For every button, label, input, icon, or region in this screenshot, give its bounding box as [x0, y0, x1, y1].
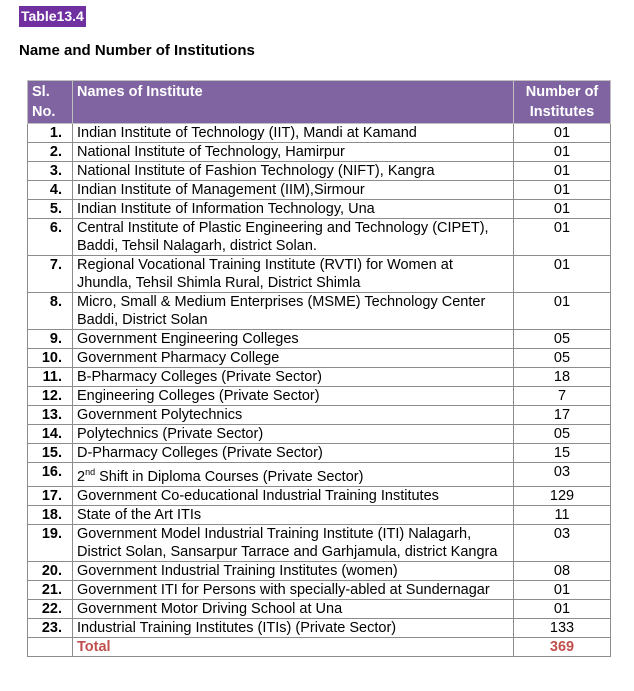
- institute-count: 05: [514, 330, 611, 349]
- table-row: [28, 143, 611, 162]
- table-title: Name and Number of Institutions: [19, 42, 255, 59]
- header-count: [514, 81, 611, 124]
- institute-count: 05: [514, 349, 611, 368]
- institute-count: 03: [514, 463, 611, 487]
- serial-number: 9.: [28, 330, 73, 349]
- institute-count: 129: [514, 486, 611, 505]
- institute-count: 01: [514, 293, 611, 330]
- table-number-tag: Table13.4: [19, 6, 86, 27]
- institute-name: Engineering Colleges (Private Sector): [73, 387, 514, 406]
- table-row: [28, 599, 611, 618]
- institute-count: 15: [514, 444, 611, 463]
- serial-number: 4.: [28, 181, 73, 200]
- institute-count: 133: [514, 618, 611, 637]
- table-row: [28, 505, 611, 524]
- serial-number: 12.: [28, 387, 73, 406]
- header-count-line2: Institutes: [529, 104, 595, 120]
- serial-number: 5.: [28, 200, 73, 219]
- institute-count: 01: [514, 181, 611, 200]
- institute-name: Indian Institute of Technology (IIT), Mandi at Kamand: [73, 124, 514, 143]
- institute-name: Indian Institute of Information Technology, Una: [73, 200, 514, 219]
- header-count-line1: Number of: [525, 84, 599, 100]
- table-row: [28, 124, 611, 143]
- header-sl-line1: Sl.: [32, 84, 50, 100]
- institute-name: Micro, Small & Medium Enterprises (MSME) Technology Center Baddi, District Solan: [73, 293, 514, 330]
- total-row: [28, 637, 611, 656]
- institute-name: State of the Art ITIs: [73, 505, 514, 524]
- institute-count: 03: [514, 524, 611, 561]
- header-name: Names of Institute: [73, 81, 514, 124]
- institute-count: 01: [514, 580, 611, 599]
- table-row: [28, 219, 611, 256]
- institute-name: Indian Institute of Management (IIM),Sirmour: [73, 181, 514, 200]
- serial-number: 22.: [28, 599, 73, 618]
- table-row: [28, 406, 611, 425]
- serial-number: 21.: [28, 580, 73, 599]
- institute-count: 01: [514, 256, 611, 293]
- institute-count: 01: [514, 124, 611, 143]
- institutions-table: [27, 80, 611, 657]
- institute-count: 01: [514, 162, 611, 181]
- table-row: [28, 330, 611, 349]
- serial-number: 16.: [28, 463, 73, 487]
- table-row: [28, 293, 611, 330]
- institute-count: 11: [514, 505, 611, 524]
- institute-name: B-Pharmacy Colleges (Private Sector): [73, 368, 514, 387]
- institute-name: Government ITI for Persons with specially-abled at Sundernagar: [73, 580, 514, 599]
- institute-name: Industrial Training Institutes (ITIs) (Private Sector): [73, 618, 514, 637]
- serial-number: 11.: [28, 368, 73, 387]
- serial-number: 18.: [28, 505, 73, 524]
- institute-count: 01: [514, 200, 611, 219]
- header-row: [28, 81, 611, 124]
- serial-number: 14.: [28, 425, 73, 444]
- institute-name: Government Co-educational Industrial Training Institutes: [73, 486, 514, 505]
- total-sl-empty: [28, 637, 73, 656]
- serial-number: 17.: [28, 486, 73, 505]
- institute-count: 18: [514, 368, 611, 387]
- table-row: [28, 368, 611, 387]
- table-row: [28, 387, 611, 406]
- total-label: Total: [73, 637, 514, 656]
- institute-name-superscript: nd: [85, 467, 96, 477]
- serial-number: 19.: [28, 524, 73, 561]
- institute-name: Polytechnics (Private Sector): [73, 425, 514, 444]
- institute-count: 01: [514, 219, 611, 256]
- institute-name: Regional Vocational Training Institute (RVTI) for Women at Jhundla, Tehsil Shimla Rural, District Shimla: [73, 256, 514, 293]
- table-row: [28, 181, 611, 200]
- serial-number: 2.: [28, 143, 73, 162]
- institute-count: 01: [514, 143, 611, 162]
- institute-name: National Institute of Fashion Technology (NIFT), Kangra: [73, 162, 514, 181]
- table-row: [28, 463, 611, 487]
- header-sl-line2: No.: [32, 104, 56, 120]
- serial-number: 3.: [28, 162, 73, 181]
- serial-number: 13.: [28, 406, 73, 425]
- serial-number: 20.: [28, 561, 73, 580]
- institute-count: 01: [514, 599, 611, 618]
- table-row: [28, 349, 611, 368]
- table-row: [28, 618, 611, 637]
- institute-name: Government Pharmacy College: [73, 349, 514, 368]
- institute-name: Government Motor Driving School at Una: [73, 599, 514, 618]
- institute-name: [73, 463, 514, 487]
- table-row: [28, 162, 611, 181]
- serial-number: 23.: [28, 618, 73, 637]
- table-row: [28, 200, 611, 219]
- serial-number: 6.: [28, 219, 73, 256]
- serial-number: 7.: [28, 256, 73, 293]
- institute-count: 17: [514, 406, 611, 425]
- institute-name: Government Polytechnics: [73, 406, 514, 425]
- institute-name: Government Model Industrial Training Institute (ITI) Nalagarh, District Solan, Sansarpur Tarrace and Garhjamula, district Kangra: [73, 524, 514, 561]
- institute-name-prefix: 2: [77, 468, 86, 485]
- institute-name: National Institute of Technology, Hamirpur: [73, 143, 514, 162]
- institute-name-suffix: Shift in Diploma Courses (Private Sector): [95, 468, 364, 485]
- serial-number: 15.: [28, 444, 73, 463]
- table-row: [28, 524, 611, 561]
- institute-name: Government Engineering Colleges: [73, 330, 514, 349]
- institute-name: Central Institute of Plastic Engineering and Technology (CIPET), Baddi, Tehsil Nalagarh, district Solan.: [73, 219, 514, 256]
- serial-number: 1.: [28, 124, 73, 143]
- institute-count: 08: [514, 561, 611, 580]
- header-sl-no: [28, 81, 73, 124]
- institute-name: Government Industrial Training Institutes (women): [73, 561, 514, 580]
- table-row: [28, 486, 611, 505]
- serial-number: 8.: [28, 293, 73, 330]
- serial-number: 10.: [28, 349, 73, 368]
- table-row: [28, 425, 611, 444]
- table-row: [28, 580, 611, 599]
- total-count: 369: [514, 637, 611, 656]
- table-row: [28, 444, 611, 463]
- institute-count: 7: [514, 387, 611, 406]
- table-body: [28, 124, 611, 657]
- table-row: [28, 256, 611, 293]
- institute-name: D-Pharmacy Colleges (Private Sector): [73, 444, 514, 463]
- table-row: [28, 561, 611, 580]
- institute-count: 05: [514, 425, 611, 444]
